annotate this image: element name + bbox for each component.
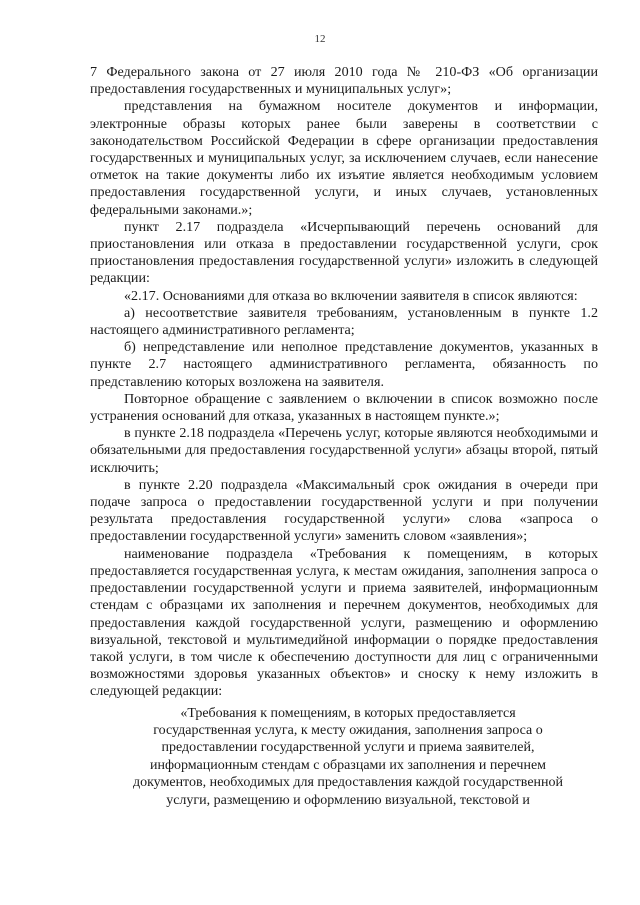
paragraph: пункт 2.17 подраздела «Исчерпывающий перечень оснований для приостановления или отказа в предоставлении государственной услуги, срок приостановления предоставления государственной услуги» изложить в следующей редакции: bbox=[90, 218, 598, 287]
paragraph: 7 Федерального закона от 27 июля 2010 года № 210-ФЗ «Об организации предоставления государственных и муниципальных услуг»; bbox=[90, 64, 598, 98]
quote-line: документов, необходимых для предоставления каждой государственной bbox=[132, 775, 564, 791]
paragraph: б) непредставление или неполное представление документов, указанных в пункте 2.7 настоящего административного регламента, обязанность по представлению которых возложена на заявителя. bbox=[90, 339, 598, 390]
quote-line: предоставлении государственной услуги и приема заявителей, bbox=[161, 740, 535, 756]
quote-line: услуги, размещению и оформлению визуальной, текстовой и bbox=[166, 792, 530, 808]
quote-line: «Требования к помещениям, в которых предоставляется bbox=[180, 705, 516, 721]
quote-line: государственная услуга, к месту ожидания, заполнения запроса о bbox=[153, 722, 543, 738]
paragraph: наименование подраздела «Требования к помещениям, в которых предоставляется государственная услуга, к местам ожидания, заполнения запроса о предоставлении государственной услуги и приема заявителей, информационным стендам с образцами их заполнения и перечнем документов, необходимых для предоставления каждой государственной услуги, размещению и оформлению визуальной, текстовой и мультимедийной информации о порядке предоставления такой услуги, в том числе к обеспечению доступности для лиц с ограниченными возможностями здоровья указанных объектов» и сноску к нему изложить в следующей редакции: bbox=[90, 545, 598, 700]
quoted-heading bbox=[90, 705, 598, 809]
document-body bbox=[90, 64, 598, 809]
paragraph: «2.17. Основаниями для отказа во включении заявителя в список являются: bbox=[124, 287, 578, 304]
paragraph: Повторное обращение с заявлением о включении в список возможно после устранения оснований для отказа, указанных в настоящем пункте.»; bbox=[90, 390, 598, 425]
paragraph: в пункте 2.20 подраздела «Максимальный срок ожидания в очереди при подаче запроса о предоставлении государственной услуги и при получении результата предоставления государственной услуги» слова «запроса о предоставлении государственной услуги» заменить словом «заявления»; bbox=[90, 476, 598, 545]
page-number: 12 bbox=[314, 33, 326, 45]
paragraph: а) несоответствие заявителя требованиям, установленным в пункте 1.2 настоящего административного регламента; bbox=[90, 304, 598, 339]
paragraph: представления на бумажном носителе документов и информации, электронные образы которых ранее были заверены в соответствии с законодательством Российской Федерации в сфере организации предоставления государственных и муниципальных услуг, за исключением случаев, если нанесение отметок на такие документы либо их изъятие является необходимым условием предоставления государственной услуги, и иных случаев, установленных федеральными законами.»; bbox=[90, 98, 598, 218]
paragraph: в пункте 2.18 подраздела «Перечень услуг, которые являются необходимыми и обязательными для предоставления государственной услуги» абзацы второй, пятый исключить; bbox=[90, 425, 598, 476]
quote-line: информационным стендам с образцами их заполнения и перечнем bbox=[149, 757, 547, 773]
